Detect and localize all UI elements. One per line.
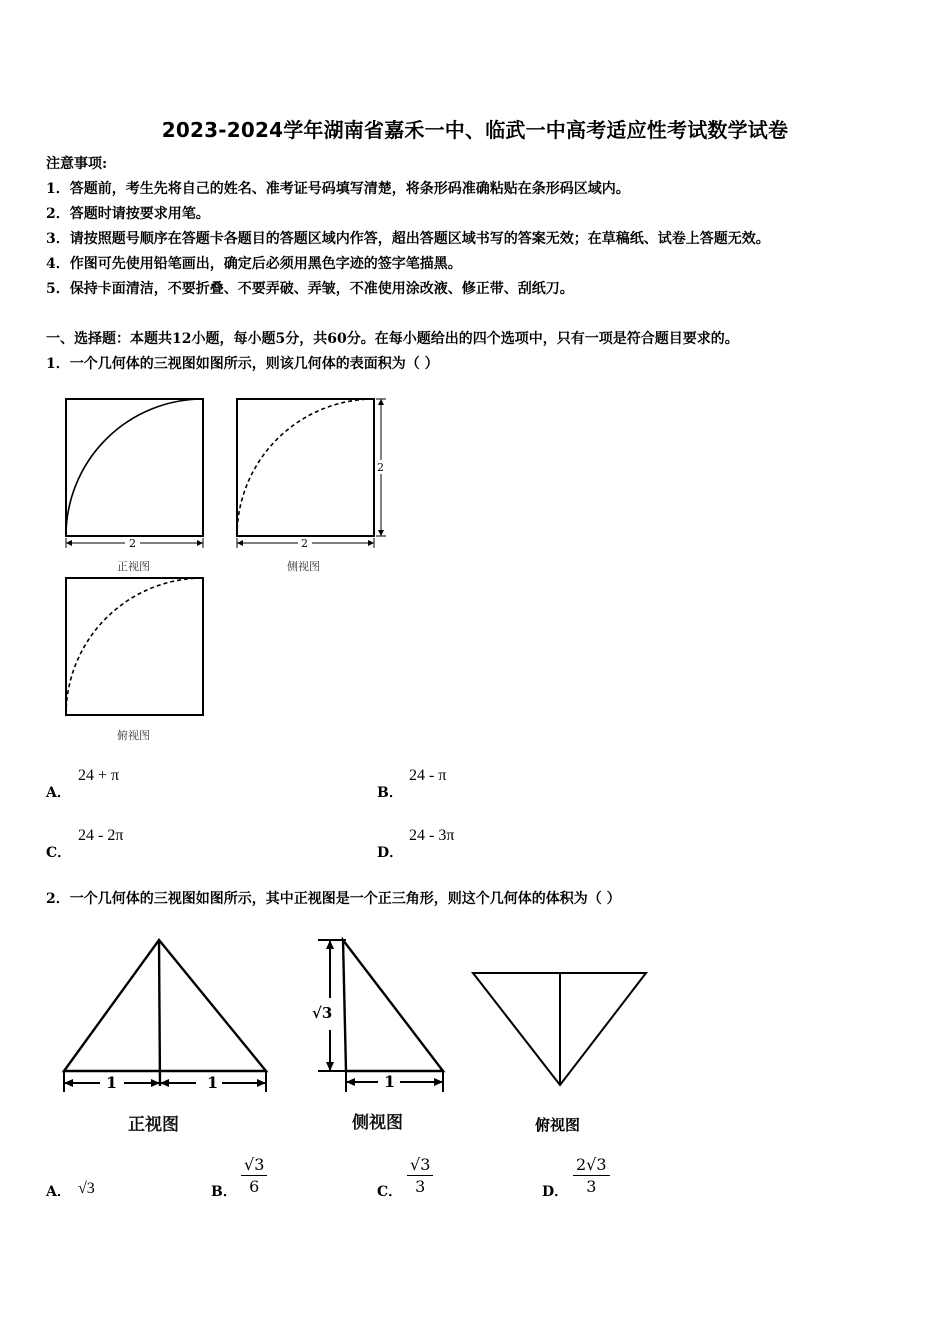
q2-option-c-denominator: 3 [415, 1177, 426, 1196]
q2-option-b-numerator: √3 [241, 1155, 267, 1176]
section-heading: 一、选择题：本题共12小题，每小题5分，共60分。在每小题给出的四个选项中，只有一项是符合题目要求的。 [46, 331, 739, 347]
q1-option-d-value[interactable]: 24 - 3π [409, 827, 455, 844]
q2-option-c-fraction[interactable] [407, 1155, 433, 1196]
q2-side-view [318, 940, 443, 1092]
note-item-3: 3．请按照题号顺序在答题卡各题目的答题区域内作答，超出答题区域书写的答案无效；在草稿纸、试卷上答题无效。 [46, 231, 770, 247]
q1-front-caption: 正视图 [117, 560, 150, 573]
page-title: 2023-2024学年湖南省嘉禾一中、临武一中高考适应性考试数学试卷 [161, 118, 789, 142]
q1-stem: 1．一个几何体的三视图如图所示，则该几何体的表面积为（ ） [46, 356, 439, 372]
q2-front-dim-right: 1 [207, 1073, 219, 1092]
q2-option-a-value[interactable]: √3 [78, 1180, 95, 1197]
q1-side-view [237, 399, 386, 548]
q1-option-c-value[interactable]: 24 - 2π [78, 827, 124, 844]
q1-top-view [66, 578, 203, 715]
q2-front-view [64, 940, 266, 1092]
q1-side-dim-height: 2 [377, 461, 384, 474]
q2-option-b-denominator: 6 [249, 1177, 260, 1196]
notes-heading: 注意事项: [46, 156, 108, 172]
q1-option-c-letter: C． [46, 845, 72, 861]
q2-top-caption: 俯视图 [535, 1116, 581, 1134]
q2-side-dim-height: √3 [312, 1004, 333, 1022]
q1-top-caption: 俯视图 [117, 729, 150, 742]
note-item-2: 2．答题时请按要求用笔。 [46, 206, 210, 222]
q2-option-c-numerator: √3 [407, 1155, 433, 1176]
q1-option-a-value[interactable]: 24 + π [78, 767, 120, 784]
note-item-4: 4．作图可先使用铅笔画出，确定后必须用黑色字迹的签字笔描黑。 [46, 256, 462, 272]
q2-side-caption: 侧视图 [352, 1113, 403, 1133]
q2-stem: 2．一个几何体的三视图如图所示，其中正视图是一个正三角形，则这个几何体的体积为（ ） [46, 891, 621, 907]
q1-option-b-value[interactable]: 24 - π [409, 767, 447, 784]
q2-front-caption: 正视图 [128, 1115, 179, 1135]
q2-top-view [473, 973, 646, 1085]
q2-option-d-fraction[interactable] [573, 1155, 610, 1196]
q1-side-caption: 侧视图 [287, 560, 320, 573]
note-item-5: 5．保持卡面清洁，不要折叠、不要弄破、弄皱，不准使用涂改液、修正带、刮纸刀。 [46, 281, 574, 297]
q2-option-b-letter: B． [211, 1184, 237, 1200]
note-item-1: 1．答题前，考生先将自己的姓名、准考证号码填写清楚，将条形码准确粘贴在条形码区域内。 [46, 181, 630, 197]
q2-option-d-letter: D． [542, 1184, 569, 1200]
q2-option-c-letter: C． [377, 1184, 403, 1200]
q1-front-view [66, 399, 203, 548]
q1-front-dim: 2 [129, 537, 136, 550]
q2-front-dim-left: 1 [106, 1073, 118, 1092]
q1-option-a-letter: A． [46, 785, 71, 801]
q1-side-dim-width: 2 [301, 537, 308, 550]
q2-option-a-letter: A． [46, 1184, 71, 1200]
q2-option-d-denominator: 3 [586, 1177, 597, 1196]
q1-option-d-letter: D． [377, 845, 404, 861]
q2-side-dim: 1 [384, 1072, 396, 1091]
q2-option-d-numerator: 2√3 [573, 1155, 610, 1176]
q2-option-b-fraction[interactable] [241, 1155, 267, 1196]
q1-option-b-letter: B． [377, 785, 403, 801]
